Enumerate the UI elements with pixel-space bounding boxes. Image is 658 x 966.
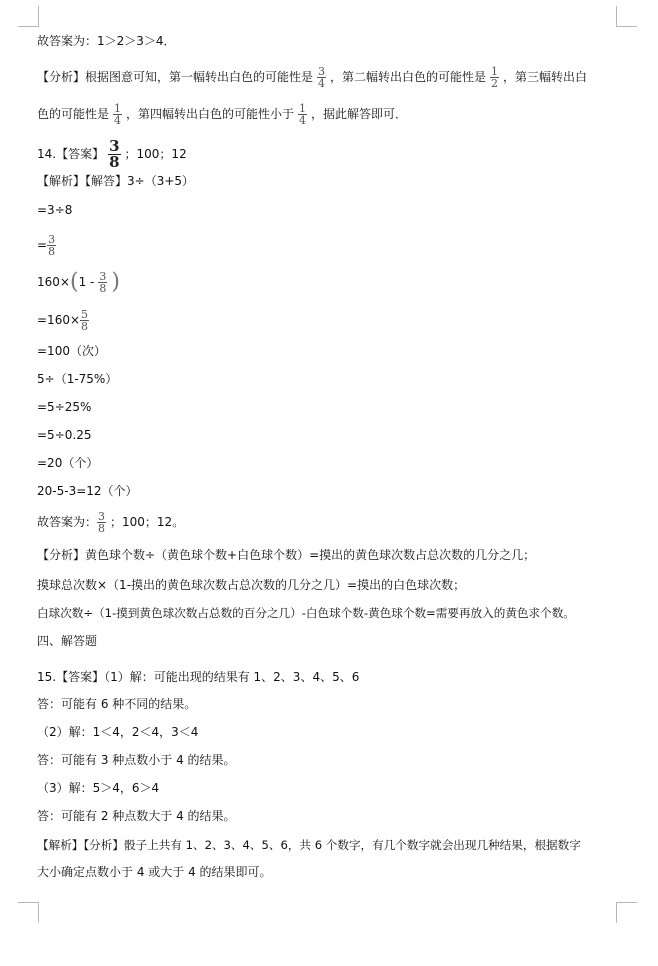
denominator: 8 <box>98 522 106 535</box>
text-line <box>37 511 184 534</box>
text: ，第四幅转出白色的可能性小于 <box>126 107 295 121</box>
fraction <box>113 103 122 126</box>
text-line <box>37 103 407 126</box>
text: （3）解：5＞4，6＞4 <box>37 781 160 795</box>
text-line <box>37 752 236 768</box>
text-line <box>37 271 120 294</box>
text-line <box>37 780 159 796</box>
denominator: 4 <box>318 77 326 90</box>
text-line <box>37 427 91 443</box>
numerator: 3 <box>318 65 326 78</box>
paren-open: ( <box>69 269 79 295</box>
text: =100（次） <box>37 344 106 358</box>
text: 四、解答题 <box>37 634 98 648</box>
page-corner-mark <box>18 6 39 27</box>
numerator: 3 <box>109 137 120 155</box>
fraction <box>97 511 106 534</box>
page-corner-mark <box>616 902 637 923</box>
fraction <box>47 234 56 257</box>
text: 160× <box>37 275 70 289</box>
text-line <box>37 309 93 332</box>
text-line <box>37 399 91 415</box>
text: 故答案为：1＞2＞3＞4． <box>37 34 176 48</box>
text: 【解析】【解答】3÷（3+5） <box>37 174 195 188</box>
text: 14.【答案】 <box>37 147 105 161</box>
text: 故答案为： <box>37 515 98 529</box>
text-line <box>37 669 359 685</box>
text: ；100；12 <box>124 147 187 161</box>
text-line <box>37 173 194 189</box>
text-line <box>37 605 575 621</box>
text-line <box>37 66 587 89</box>
text-line <box>37 139 187 170</box>
text: =3÷8 <box>37 203 73 217</box>
numerator: 1 <box>114 102 122 115</box>
fraction <box>108 139 120 170</box>
text-line <box>37 808 236 824</box>
text: ；100；12。 <box>110 515 185 529</box>
numerator: 3 <box>99 270 107 283</box>
text-line <box>37 202 72 218</box>
text: 1 - <box>78 275 95 289</box>
text-line <box>37 234 60 257</box>
text-line <box>37 577 465 593</box>
text-line <box>37 33 176 49</box>
text: 5÷（1-75%） <box>37 372 118 386</box>
text: 大小确定点数小于 4 或大于 4 的结果即可。 <box>37 865 272 879</box>
fraction <box>298 103 307 126</box>
denominator: 4 <box>299 114 307 127</box>
numerator: 1 <box>299 102 307 115</box>
numerator: 5 <box>81 308 89 321</box>
text-line <box>37 371 117 387</box>
text: 白球次数÷（1-摸到黄色球次数占总数的百分之几）-白色球个数-黄色球个数=需要再放入的黄色求个数。 <box>37 606 575 620</box>
paren-close: ) <box>111 269 120 295</box>
denominator: 8 <box>81 320 89 333</box>
text: ，据此解答即可． <box>311 107 408 121</box>
text: 15.【答案】（1）解：可能出现的结果有 1、2、3、4、5、6 <box>37 670 360 684</box>
text-line <box>37 455 98 471</box>
text: ，第三幅转出白 <box>503 70 588 84</box>
text: =160× <box>37 313 81 327</box>
text: =5÷25% <box>37 400 92 414</box>
denominator: 8 <box>48 245 56 258</box>
text: 20-5-3=12（个） <box>37 484 138 498</box>
page-corner-mark <box>616 6 637 27</box>
text-line <box>37 547 535 563</box>
fraction <box>490 66 499 89</box>
text: ，第二幅转出白色的可能性是 <box>330 70 487 84</box>
page-corner-mark <box>18 902 39 923</box>
text: 答：可能有 3 种点数小于 4 的结果。 <box>37 753 236 767</box>
denominator: 8 <box>99 282 107 295</box>
numerator: 3 <box>48 233 56 246</box>
text: = <box>37 238 48 252</box>
text-line <box>37 483 138 499</box>
text: 答：可能有 2 种点数大于 4 的结果。 <box>37 809 236 823</box>
numerator: 3 <box>98 510 106 523</box>
text: =5÷0.25 <box>37 428 92 442</box>
text: （2）解：1＜4，2＜4，3＜4 <box>37 725 199 739</box>
text: =20（个） <box>37 456 99 470</box>
text-line <box>37 837 581 853</box>
text-line <box>37 864 272 880</box>
denominator: 2 <box>491 77 499 90</box>
denominator: 8 <box>109 153 120 171</box>
fraction <box>317 66 326 89</box>
fraction <box>80 309 89 332</box>
text-line <box>37 696 196 712</box>
numerator: 1 <box>491 65 499 78</box>
text: 【分析】黄色球个数÷（黄色球个数+白色球个数）=摸出的黄色球次数占总次数的几分之几； <box>37 548 536 562</box>
text-line <box>37 724 198 740</box>
text: 答：可能有 6 种不同的结果。 <box>37 697 197 711</box>
section-heading <box>37 633 97 649</box>
text: 色的可能性是 <box>37 107 110 121</box>
fraction <box>98 271 107 294</box>
text: 【分析】根据图意可知，第一幅转出白色的可能性是 <box>37 70 314 84</box>
text: 摸球总次数×（1-摸出的黄色球次数占总次数的几分之几）=摸出的白色球次数； <box>37 578 466 592</box>
denominator: 4 <box>114 114 122 127</box>
text-line <box>37 343 106 359</box>
text: 【解析】【分析】骰子上共有 1、2、3、4、5、6，共 6 个数字，有几个数字就会出现几种结果，根据数字 <box>37 838 581 852</box>
